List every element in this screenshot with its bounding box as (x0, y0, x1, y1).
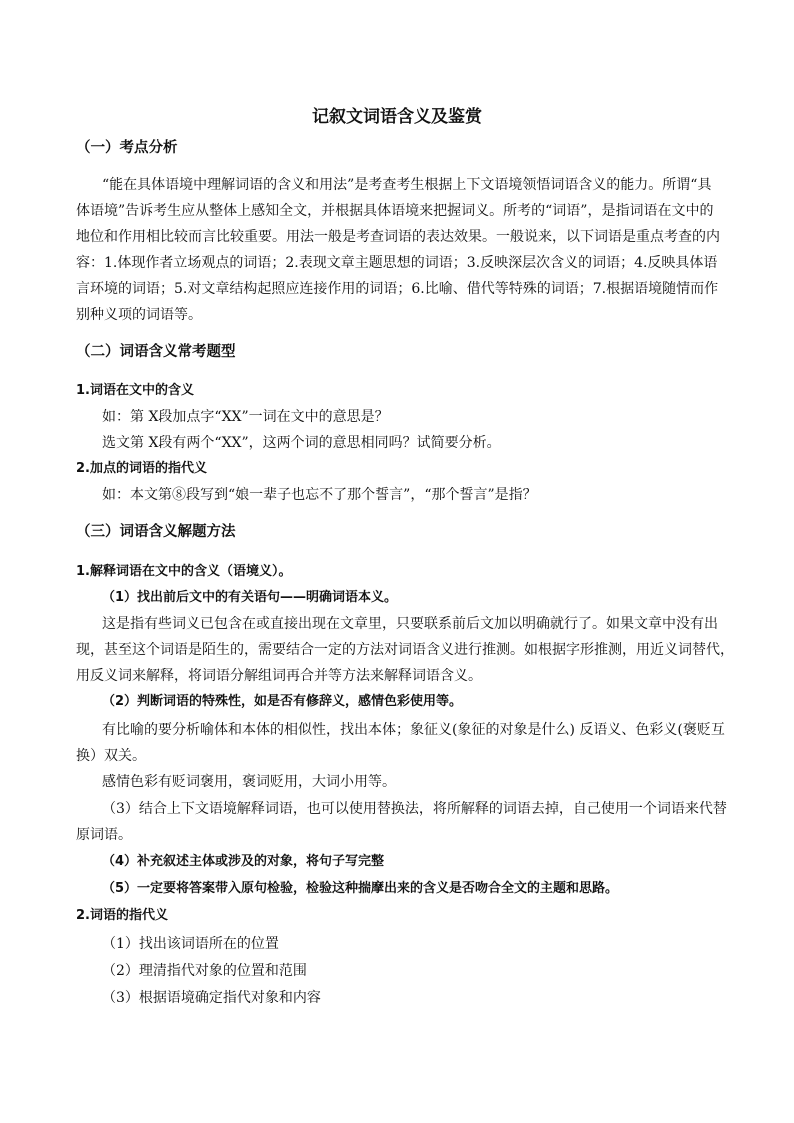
method-step: （2）理清指代对象的位置和范围 (102, 963, 307, 979)
section-heading-question-types: （二）词语含义常考题型 (76, 344, 236, 360)
example-line: 如：本文第⑧段写到“娘一辈子也忘不了那个誓言”，“那个誓言”是指？ (102, 487, 537, 503)
paragraph-line: 体语境”告诉考生应从整体上感知全文，并根据具体语境来把握词义。所考的“词语”，是指词语在文中的 (76, 203, 714, 219)
paragraph-line: 地位和作用相比较而言比较重要。用法一般是考查词语的表达效果。一般说来，以下词语是重点考查的内 (76, 229, 720, 245)
method-step: （3）根据语境确定指代对象和内容 (102, 990, 321, 1006)
method-step: （3）结合上下文语境解释词语，也可以使用替换法，将所解释的词语去掉，自己使用一个词语来代替 (102, 801, 727, 817)
paragraph-line: 感情色彩有贬词褒用，褒词贬用，大词小用等。 (102, 774, 396, 790)
example-line: 选文第 X段有两个“XX”，这两个词的意思相同吗？试简要分析。 (102, 435, 501, 451)
paragraph-line: 别种义项的词语等。 (76, 307, 202, 323)
paragraph-line: 换）双关。 (76, 748, 146, 764)
method-step: （5）一定要将答案带入原句检验，检验这种揣摩出来的含义是否吻合全文的主题和思路。 (102, 881, 619, 896)
method-step: （1）找出该词语所在的位置 (102, 936, 279, 952)
method-step: 原词语。 (76, 827, 132, 843)
section-heading-methods: （三）词语含义解题方法 (76, 524, 236, 540)
paragraph-line: 现，甚至这个词语是陌生的，需要结合一定的方法对词语含义进行推测。如根据字形推测，用近义词替代， (76, 642, 734, 658)
item-heading: 1.解释词语在文中的含义（语境义）。 (76, 564, 292, 579)
section-heading-analysis: （一）考点分析 (76, 140, 178, 156)
paragraph-line: 用反义词来解释，将词语分解组词再合并等方法来解释词语含义。 (76, 668, 482, 684)
item-heading: 2.词语的指代义 (76, 908, 168, 923)
method-step: （1）找出前后文中的有关语句——明确词语本义。 (102, 590, 398, 605)
paragraph-line: “能在具体语境中理解词语的含义和用法”是考查考生根据上下文语境领悟词语含义的能力。所谓“具 (102, 177, 712, 193)
item-heading: 1.词语在文中的含义 (76, 383, 194, 398)
example-line: 如：第 X段加点字“XX”一词在文中的意思是？ (102, 409, 389, 425)
method-step: （2）判断词语的特殊性，如是否有修辞义，感情色彩使用等。 (102, 694, 463, 709)
paragraph-line: 有比喻的要分析喻体和本体的相似性，找出本体；象征义(象征的对象是什么) 反语义、色彩义(褒贬互 (102, 722, 725, 738)
item-heading: 2.加点的词语的指代义 (76, 461, 207, 476)
document-title: 记叙文词语含义及鉴赏 (312, 107, 482, 127)
method-step: （4）补充叙述主体或涉及的对象，将句子写完整 (102, 854, 385, 869)
paragraph-line: 言环境的词语；5.对文章结构起照应连接作用的词语；6.比喻、借代等特殊的词语；7.根据语境随情而作 (76, 281, 719, 297)
paragraph-line: 这是指有些词义已包含在或直接出现在文章里，只要联系前后文加以明确就行了。如果文章中没有出 (102, 616, 718, 632)
paragraph-line: 容：1.体现作者立场观点的词语；2.表现文章主题思想的词语；3.反映深层次含义的词语；4.反映具体语 (76, 255, 718, 271)
